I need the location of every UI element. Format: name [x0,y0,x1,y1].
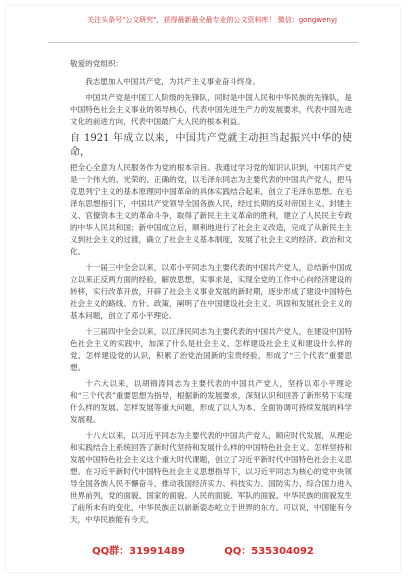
paragraph-7: 十六大以来，以胡锦涛同志为主要代表的中国共产党人，坚持以邓小平理论和“三个代表”重要思想为指导，根据新的发展要求，深刻认识和回答了新形势下实现什么样的发展、怎样发展等重大问题，形成了以人为本、全面协调可持续发展的科学发展观。 [70,379,352,424]
paragraph-5: 十一届三中全会以来，以邓小平同志为主要代表的中国共产党人，总结新中国成立以来正反两方面的经验，解放思想，实事求是，实现全党的工作中心向经济建设的转移，实行改革开放，开辟了社会主义事业发展的新时期，逐步形成了建设中国特色社会主义的路线、方针、政策，阐明了在中国建设社会主义、巩固和发展社会主义的基本问题，创立了邓小平理论。 [70,263,352,320]
paragraph-1: 我志愿加入中国共产党，为共产主义事业奋斗终身。 [85,77,260,86]
header-line: 关注头条号"公文研究"，获得最新最全最专业的公文资料库！ 微信：gongwenyj [87,16,337,24]
footer-contact [6,542,400,557]
footer-qq-group: QQ群：31991489 [92,546,185,557]
paragraph-4: 把全心全意为人民服务作为党的根本宗旨。我通过学习党的知识认识到，中国共产党是一个伟大的、光荣的、正确的党，以毛泽东同志为主要代表的中国共产党人，把马克思列宁主义的基本原理同中国革命的具体实践结合起来，创立了毛泽东思想。在毛泽东思想指引下，中国共产党领导全国各族人民，经过长期的反对帝国主义、封建主义、官僚资本主义的革命斗争，取得了新民主主义革命的胜利，建立了人民民主专政的中华人民共和国；新中国成立后，顺利地进行了社会主义改造，完成了从新民主主义到社会主义的过渡，确立了社会主义基本制度，发展了社会主义的经济、政治和文化。 [70,163,352,256]
letter-body [70,58,352,526]
paragraph-6: 十三届四中全会以来，以江泽民同志为主要代表的中国共产党人，在建设中国特色社会主义的实践中，加深了什么是社会主义、怎样建设社会主义和建设什么样的党、怎样建设党的认识，积累了治党治国新的宝贵经验，形成了“三个代表”重要思想。 [70,327,352,372]
footer-qq: QQ：535304092 [224,546,314,557]
paragraph-8: 十八大以来，以习近平同志为主要代表的中国共产党人，顺应时代发展，从理论和实践结合上系统回答了新时代坚持和发展什么样的中国特色社会主义、怎样坚持和发展中国特色社会主义这个重大时代课题，创立了习近平新时代中国特色社会主义思想。在习近平新时代中国特色社会主义思想指导下，以习近平同志为核心的党中央领导全国各族人民不懈奋斗，推动我国经济实力、科技实力、国防实力、综合国力进入世界前列，党的面貌、国家的面貌、人民的面貌、军队的面貌、中华民族的面貌发生了前所未有的变化，中华民族正以崭新姿态屹立于世界的东方。可以说，中国能有今天，中华民族能有今天， [70,431,352,524]
paragraph-2: 中国共产党是中国工人阶级的先锋队，同时是中国人民和中华民族的先锋队，是中国特色社会主义事业的领导核心，代表中国先进生产力的发展要求，代表中国先进文化的前进方向，代表中国最广大人民的根本利益。 [70,93,352,126]
header-divider [48,42,358,43]
paragraph-3: 自 1921 年成立以来，中国共产党就主动担当起振兴中华的使命， [70,133,352,158]
document-sheet [6,6,400,572]
header-notice [62,16,362,25]
salutation: 敬爱的党组织： [70,59,124,68]
